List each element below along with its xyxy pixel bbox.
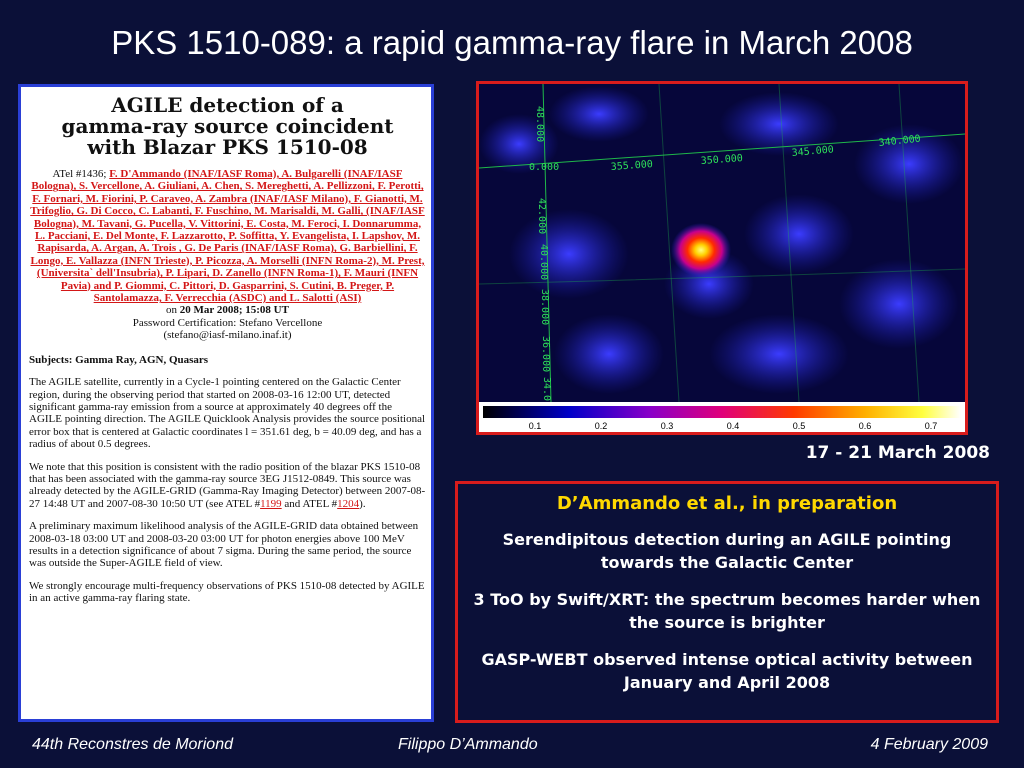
lat-label: 48.000	[534, 106, 545, 143]
author-list-link[interactable]: F. D'Ammando (INAF/IASF Roma), A. Bulgarelli (INAF/IASF Bologna), S. Vercellone, A. Giuliani, A. Chen, S. Mereghetti, A. Pellizzoni, F. Perotti, F. Fornari, M. Fiorini, P. Caraveo, A. Zambra (INAF/IASF Milano), F. Gianotti, M. Trifoglio, G. Di Cocco, C. Labanti, F. Fuschino, M. Marisaldi, M. Galli, (INAF/IASF Bologna), M. Tavani, G. Pucella, V. Vittorini, E. Costa, M. Feroci, I. Donnarumma, L. Pacciani, E. Del Monte, F. Lazzarotto, P. Soffitta, Y. Evangelista, I. Lapshov, M. Rapisarda, A. Argan, A. Trois , G. De Paris (INAF/IASF Roma), G. Barbiellini, F. Longo, E. Vallazza (INFN Trieste), P. Picozza, A. Morselli (INFN Roma-2), M. Prest, (Universita` dell'Insubria), P. Lipari, D. Zanello (INFN Roma-1), F. Mauri (INFN Pavia) and P. Giommi, C. Pittori, D. Gasparrini, S. Cutini, B. Preger, P. Santolamazza, F. Verrecchia (ASDC) and L. Salotti (ASI)	[30, 168, 425, 305]
observation-date-caption: 17 - 21 March 2008	[805, 443, 990, 463]
colorbar-tick: 0.6	[858, 421, 872, 431]
footer-conference: 44th Reconstres de Moriond	[32, 736, 233, 753]
colorbar-tick: 0.7	[924, 421, 938, 431]
colorbar-tick: 0.2	[594, 421, 608, 431]
origin-label: 0.000	[529, 162, 560, 173]
gamma-ray-skymap	[476, 81, 968, 435]
skymap-image	[479, 84, 965, 432]
lon-label: 355.000	[610, 159, 654, 173]
colorbar-tick: 0.3	[660, 421, 674, 431]
colorbar-tick: 0.1	[528, 421, 542, 431]
contact-email: (stefano@iasf-milano.inaf.it)	[163, 329, 292, 342]
heading-line-2: gamma-ray source coincident	[61, 114, 394, 138]
footer-author: Filippo D’Ammando	[398, 736, 538, 753]
article-paragraph-1: The AGILE satellite, currently in a Cycle-1 pointing centered on the Galactic Center region, during the observing period that started on 2008-03-16 12:00 UT, detected significant gamma-ray emission from a source at approximately 40 degrees off the AGILE pointing direction. The AGILE Quicklook Analysis provides the source positional error box that is centered at Galactic coordinates l = 351.61 deg, b = 40.09 deg, and has a radius of about 0.5 degrees.	[29, 376, 426, 451]
info-item-3: GASP-WEBT observed intense optical activity between January and April 2008	[481, 650, 973, 692]
lon-label: 340.000	[878, 133, 922, 149]
atel-1199-link[interactable]: 1199	[260, 497, 282, 510]
info-box	[455, 481, 999, 723]
lat-label: 38.000	[539, 289, 550, 326]
article-heading	[29, 95, 426, 158]
subjects-line: Subjects: Gamma Ray, AGN, Quasars	[29, 353, 209, 366]
info-item-2: 3 ToO by Swift/XRT: the spectrum becomes harder when the source is brighter	[473, 590, 981, 632]
atel-1204-link[interactable]: 1204	[337, 497, 360, 510]
post-date: 20 Mar 2008; 15:08 UT	[179, 304, 289, 317]
colorbar-tick: 0.5	[792, 421, 806, 431]
colorbar	[483, 406, 961, 418]
slide-title: PKS 1510-089: a rapid gamma-ray flare in March 2008	[111, 24, 913, 61]
lon-label: 345.000	[791, 144, 835, 159]
lat-label: 34.0	[541, 377, 552, 402]
footer-date: 4 February 2009	[870, 736, 988, 753]
para2-text-a: We note that this position is consistent with the radio position of the blazar PKS 1510-08 that has been associated with the gamma-ray source 3EG J1512-0849. This source was already detected by the AGILE-GRID (Gamma-Ray Imaging Detector) between 2007-08-27 14:48 UT and 2007-08-30 10:50 UT (see ATEL #	[29, 460, 426, 510]
lon-label: 350.000	[700, 153, 744, 167]
article-byline	[29, 168, 426, 304]
lat-label: 42.000	[536, 198, 547, 235]
lat-label: 36.000	[540, 336, 551, 373]
article-paragraph-4: We strongly encourage multi-frequency observations of PKS 1510-08 detected by AGILE in an active gamma-ray flaring state.	[29, 579, 425, 605]
colorbar-tick: 0.4	[726, 421, 740, 431]
article-paragraph-2	[29, 461, 426, 511]
heading-line-3: with Blazar PKS 1510-08	[87, 135, 368, 159]
atel-number: ATel #1436;	[52, 168, 110, 180]
gamma-ray-source	[671, 223, 731, 277]
post-info	[29, 304, 426, 341]
on-label: on	[166, 304, 180, 317]
lat-label: 40.000	[538, 244, 549, 281]
atel-article	[18, 84, 434, 722]
heading-line-1: AGILE detection of a	[111, 93, 344, 117]
certification-line: Password Certification: Stefano Vercellone	[132, 316, 323, 329]
reference-line: D’Ammando et al., in preparation	[556, 493, 898, 514]
article-paragraph-3: A preliminary maximum likelihood analysis of the AGILE-GRID data obtained between 2008-03-18 03:00 UT and 2008-03-20 03:00 UT for photon energies above 100 MeV results in a detection significance of about 7 sigma. During the same period, the source was outside the Super-AGILE field of view.	[29, 520, 419, 570]
para2-text-b: and ATEL #	[281, 497, 338, 510]
info-item-1: Serendipitous detection during an AGILE pointing towards the Galactic Center	[502, 530, 952, 572]
para2-text-c: ).	[359, 497, 366, 510]
